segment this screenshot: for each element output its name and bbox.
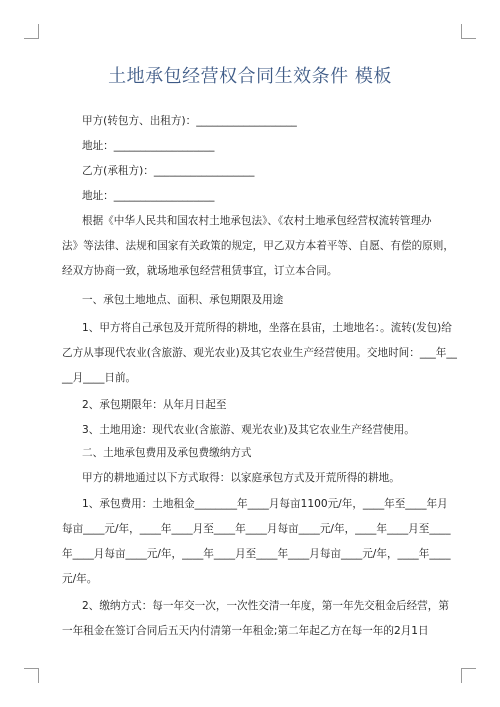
party-a-address: 地址：___________________ [82,140,215,152]
corner-mark-top-left [24,24,39,39]
party-b-line: 乙方(承租方)：___________________ [82,165,255,177]
paragraph-line: 2、缴纳方式：每一年交一次，一次性交清一年度，第一年先交租金后经营，第 [82,600,449,612]
paragraph-line: 法》等法律、法规和国家有关政策的规定，甲乙双方本着平等、自愿、有偿的原则， [62,240,454,252]
paragraph-line: __月____日前。 [62,372,137,384]
corner-mark-top-right [461,24,476,39]
paragraph-line: 元/年。 [62,573,98,585]
paragraph-line: 根据《中华人民共和国农村土地承包法》、《农村土地承包经营权流转管理办 [82,215,432,227]
paragraph-line: 一年租金在签订合同后五天内付清第一年租金;第二年起乙方在每一年的2月1日 [62,625,429,637]
paragraph-line: 经双方协商一致，就场地承包经营租赁事宜，订立本合同。 [62,265,338,277]
paragraph-line: 每亩____元/年，____年____月至____年____月每亩____元/年，____年____月至____ [62,523,451,535]
paragraph-line: 乙方从事现代农业(含旅游、观光农业)及其它农业生产经营使用。交地时间：___年__ [62,347,457,359]
paragraph-line: 1、承包费用：土地租金________年____月每亩1100元/年，____年至____年月 [82,498,448,510]
corner-mark-bottom-right [461,668,476,683]
section-heading: 一、承包土地地点、面积、承包期限及用途 [82,294,284,306]
party-b-address: 地址：___________________ [82,190,215,202]
party-a-line: 甲方(转包方、出租方)：___________________ [82,115,297,127]
section-heading: 二、土地承包费用及承包费缴纳方式 [82,447,252,459]
paragraph-line: 2、承包期限年：从年月日起至 [82,399,227,411]
paragraph-line: 3、土地用途：现代农业(含旅游、观光农业)及其它农业生产经营使用。 [82,424,415,436]
document-title: 土地承包经营权合同生效条件 模板 [108,66,392,87]
paragraph-line: 年____月每亩____元/年，____年____月至____年____月每亩____元/年，____年____ [62,548,451,560]
paragraph-line: 甲方的耕地通过以下方式取得：以家庭承包方式及开荒所得的耕地。 [82,472,400,484]
paragraph-line: 1、甲方将自己承包及开荒所得的耕地，坐落在县宙，土地地名：。流转(发包)给 [82,322,452,334]
corner-mark-bottom-left [24,668,39,683]
